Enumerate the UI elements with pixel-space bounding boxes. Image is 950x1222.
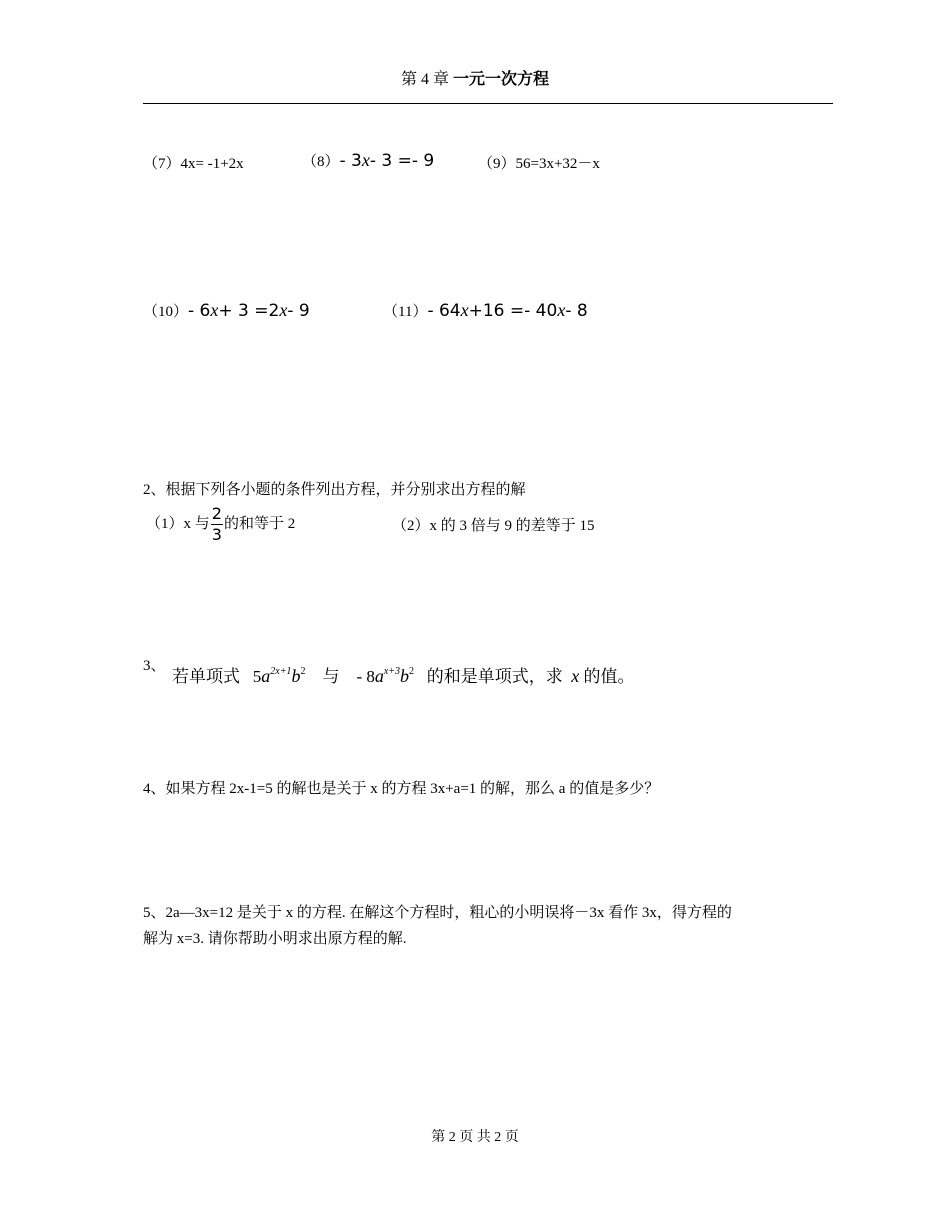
header-title: 一元一次方程 <box>453 71 550 88</box>
header-chapter-word: 章 <box>432 71 449 88</box>
fraction-denominator: 3 <box>211 525 222 545</box>
problem-11 <box>383 300 588 321</box>
problem-7 <box>143 152 244 173</box>
problem-9-label: （9） <box>478 156 516 172</box>
problem-10-equation: - 6x+ 3 =2x- 9 <box>188 300 310 321</box>
problem-8 <box>302 150 434 171</box>
problem-9-equation: 56=3x+32－x <box>515 156 600 172</box>
question-2-sub-1 <box>146 500 295 548</box>
problem-7-label: （7） <box>143 156 181 172</box>
question-3-variable: x <box>571 666 580 686</box>
fraction-numerator: 2 <box>211 504 222 524</box>
monomial-2: - $8a^{x+3}b^2$ <box>356 666 415 686</box>
problem-9 <box>478 152 600 173</box>
question-3-text-2: 与 <box>322 667 340 686</box>
problem-8-equation: - 3x- 3 =- 9 <box>339 150 435 171</box>
fraction <box>211 504 223 545</box>
question-5-line-1: 5、2a—3x=12 是关于 x 的方程. 在解这个方程时，粗心的小明误将－3x 看作 3x，得方程的 <box>143 905 732 921</box>
header-divider <box>143 103 833 104</box>
question-3-number: 3、 <box>143 658 166 674</box>
question-2-sub-2: （2）x 的 3 倍与 9 的差等于 15 <box>392 518 595 534</box>
question-3-text-4: 的值。 <box>583 667 635 686</box>
question-3-text <box>172 662 635 687</box>
question-3-text-1: 若单项式 <box>172 667 240 686</box>
question-3-text-3: 的和是单项式，求 <box>426 667 563 686</box>
header-chapter-num: 4 <box>420 71 429 88</box>
problem-7-equation: 4x= -1+2x <box>180 156 244 172</box>
problem-11-label: （11） <box>383 304 428 320</box>
problem-10 <box>143 300 310 321</box>
page-footer: 第 2 页 共 2 页 <box>431 1130 519 1145</box>
question-2-sub-1-tail: 的和等于 2 <box>223 516 296 532</box>
header-prefix: 第 <box>400 71 417 88</box>
problem-11-equation: - 64x+16 =- 40x- 8 <box>427 300 588 321</box>
question-2-sub-1-label: （1）x 与 <box>146 516 210 532</box>
problem-8-label: （8） <box>302 154 340 170</box>
monomial-1: $5a^{2x+1}b^2$ <box>252 666 306 686</box>
question-2-title: 2、根据下列各小题的条件列出方程，并分别求出方程的解 <box>143 482 526 498</box>
question-4: 4、如果方程 2x-1=5 的解也是关于 x 的方程 3x+a=1 的解，那么 a 的值是多少？ <box>143 781 660 797</box>
question-5-line-2: 解为 x=3. 请你帮助小明求出原方程的解. <box>143 931 407 947</box>
page-header <box>0 66 950 89</box>
problem-10-label: （10） <box>143 304 189 320</box>
